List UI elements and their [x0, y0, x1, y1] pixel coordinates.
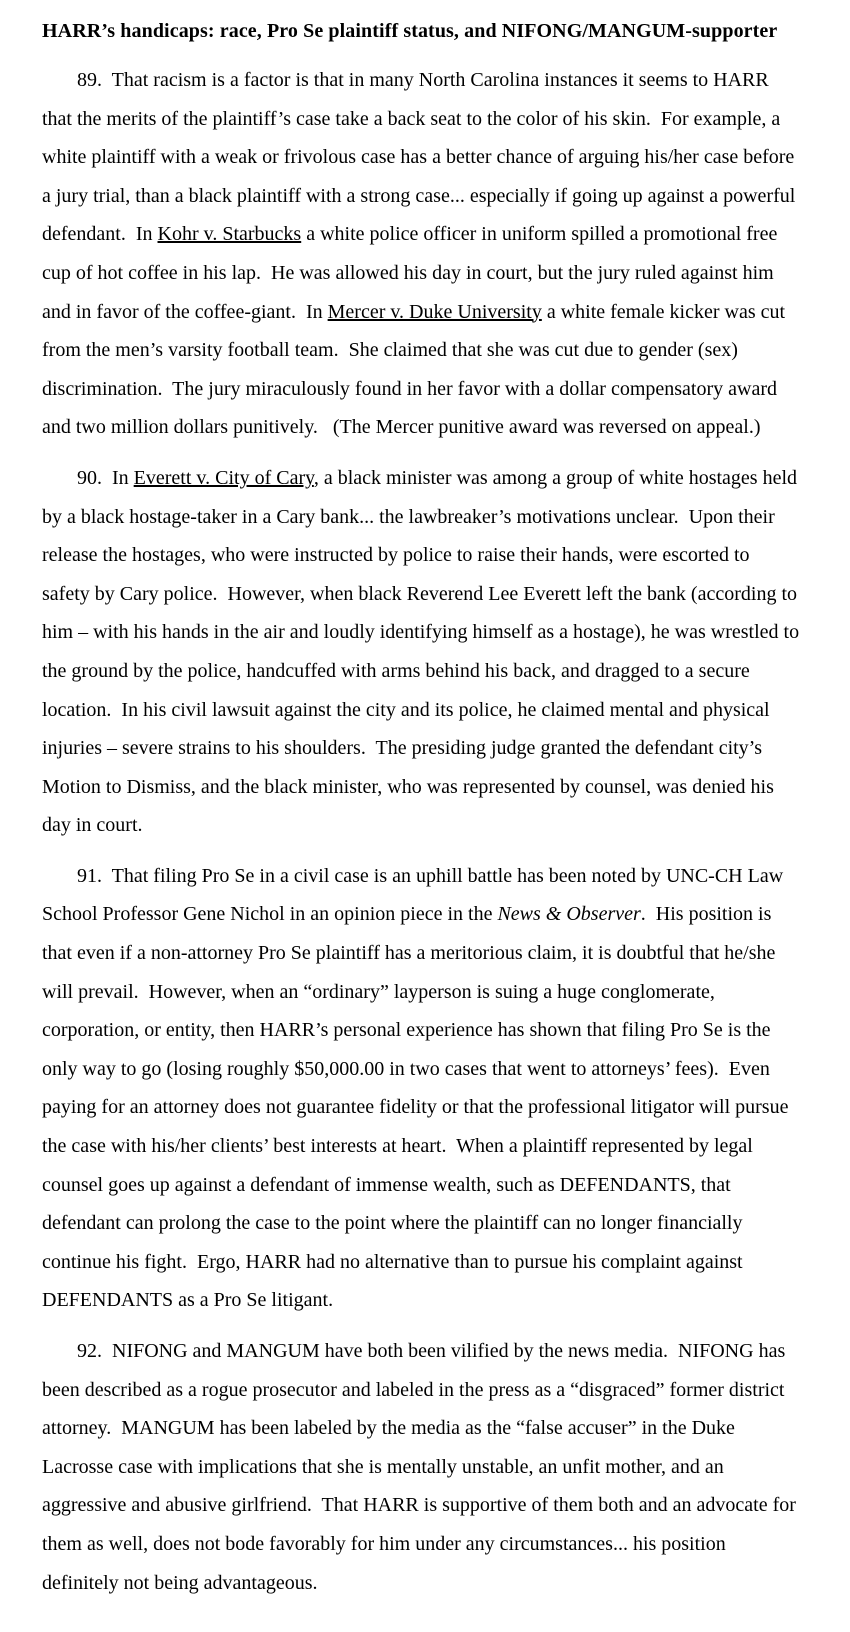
text-run: a white police officer in uniform spilled a promotional free cup of hot coffee in his lap. He was allowed his day in court, but the jury ruled against him and in favor of the coffee-giant. In — [42, 223, 783, 323]
text-run: a white female kicker was cut from the men’s varsity football team. She claimed that she was cut due to gender (sex) discrimination. The jury miraculously found in her favor with a dollar compensatory award and two million dollars punitively. (The Mercer punitive award was reversed on appeal.) — [42, 300, 791, 439]
text-run: 92. NIFONG and MANGUM have both been vilified by the news media. NIFONG has been described as a rogue prosecutor and labeled in the press as a “disgraced” former district attorney. MANGUM has been labeled by the media as the “false accuser” in the Duke Lacrosse case with implications that she is mentally unstable, an unfit mother, and an aggressive and abusive girlfriend. That HARR is supportive of them both and an advocate for them as well, does not bode favorably for him under any circumstances... his position definitely not being advantageous. — [42, 1340, 801, 1594]
text-run: 91. That filing Pro Se in a civil case is an uphill battle has been noted by UNC-CH Law School Professor Gene Nichol in an opinion piece in the — [42, 864, 789, 926]
section-heading: HARR’s handicaps: race, Pro Se plaintiff status, and NIFONG/MANGUM-supporter — [42, 20, 778, 42]
text-run: 90. In — [77, 466, 134, 489]
paragraph-89 — [42, 61, 802, 447]
case-citation: Everett v. City of Cary — [133, 466, 314, 489]
document-body — [42, 61, 805, 1602]
publication-name: News & Observer — [497, 903, 641, 926]
case-citation: Mercer v. Duke University — [327, 300, 542, 323]
paragraph-90 — [42, 459, 805, 845]
case-citation: Kohr v. Starbucks — [157, 223, 302, 246]
text-run: . His position is that even if a non-attorney Pro Se plaintiff has a meritorious claim, it is doubtful that he/she will prevail. However, when an “ordinary” layperson is suing a huge conglomerate, corporation, or entity, then HARR’s personal experience has shown that filing Pro Se is the only way to go (losing roughly $50,000.00 in two cases that went to attorneys’ fees). Even paying for an attorney does not guarantee fidelity or that the professional litigator will pursue the case with his/her clients’ best interests at heart. When a plaintiff represented by legal counsel goes up against a defendant of immense wealth, such as DEFENDANTS, that defendant can prolong the case to the point where the plaintiff can no longer financially continue his fight. Ergo, HARR had no alternative than to pursue his complaint against DEFENDANTS as a Pro Se litigant. — [42, 903, 794, 1312]
text-run: , a black minister was among a group of white hostages held by a black hostage-taker in a Cary bank... the lawbreaker’s motivations unclear. Upon their release the hostages, who were instructed by police to raise their hands, were escorted to safety by Cary police. However, when black Reverend Lee Everett left the bank (according to him – with his hands in the air and loudly identifying himself as a hostage), he was wrestled to the ground by the police, handcuffed with arms behind his back, and dragged to a secure location. In his civil lawsuit against the city and its police, he claimed mental and physical injuries – severe strains to his shoulders. The presiding judge granted the defendant city’s Motion to Dismiss, and the black minister, who was represented by counsel, was denied his day in court. — [42, 466, 805, 837]
paragraph-92 — [42, 1332, 802, 1602]
paragraph-91 — [42, 857, 802, 1320]
text-run: 89. That racism is a factor is that in many North Carolina instances it seems to HARR that the merits of the plaintiff’s case take a back seat to the color of his skin. For example, a white plaintiff with a weak or frivolous case has a better chance of arguing his/her case before a jury trial, than a black plaintiff with a strong case... especially if going up against a powerful defendant. In — [42, 69, 801, 246]
